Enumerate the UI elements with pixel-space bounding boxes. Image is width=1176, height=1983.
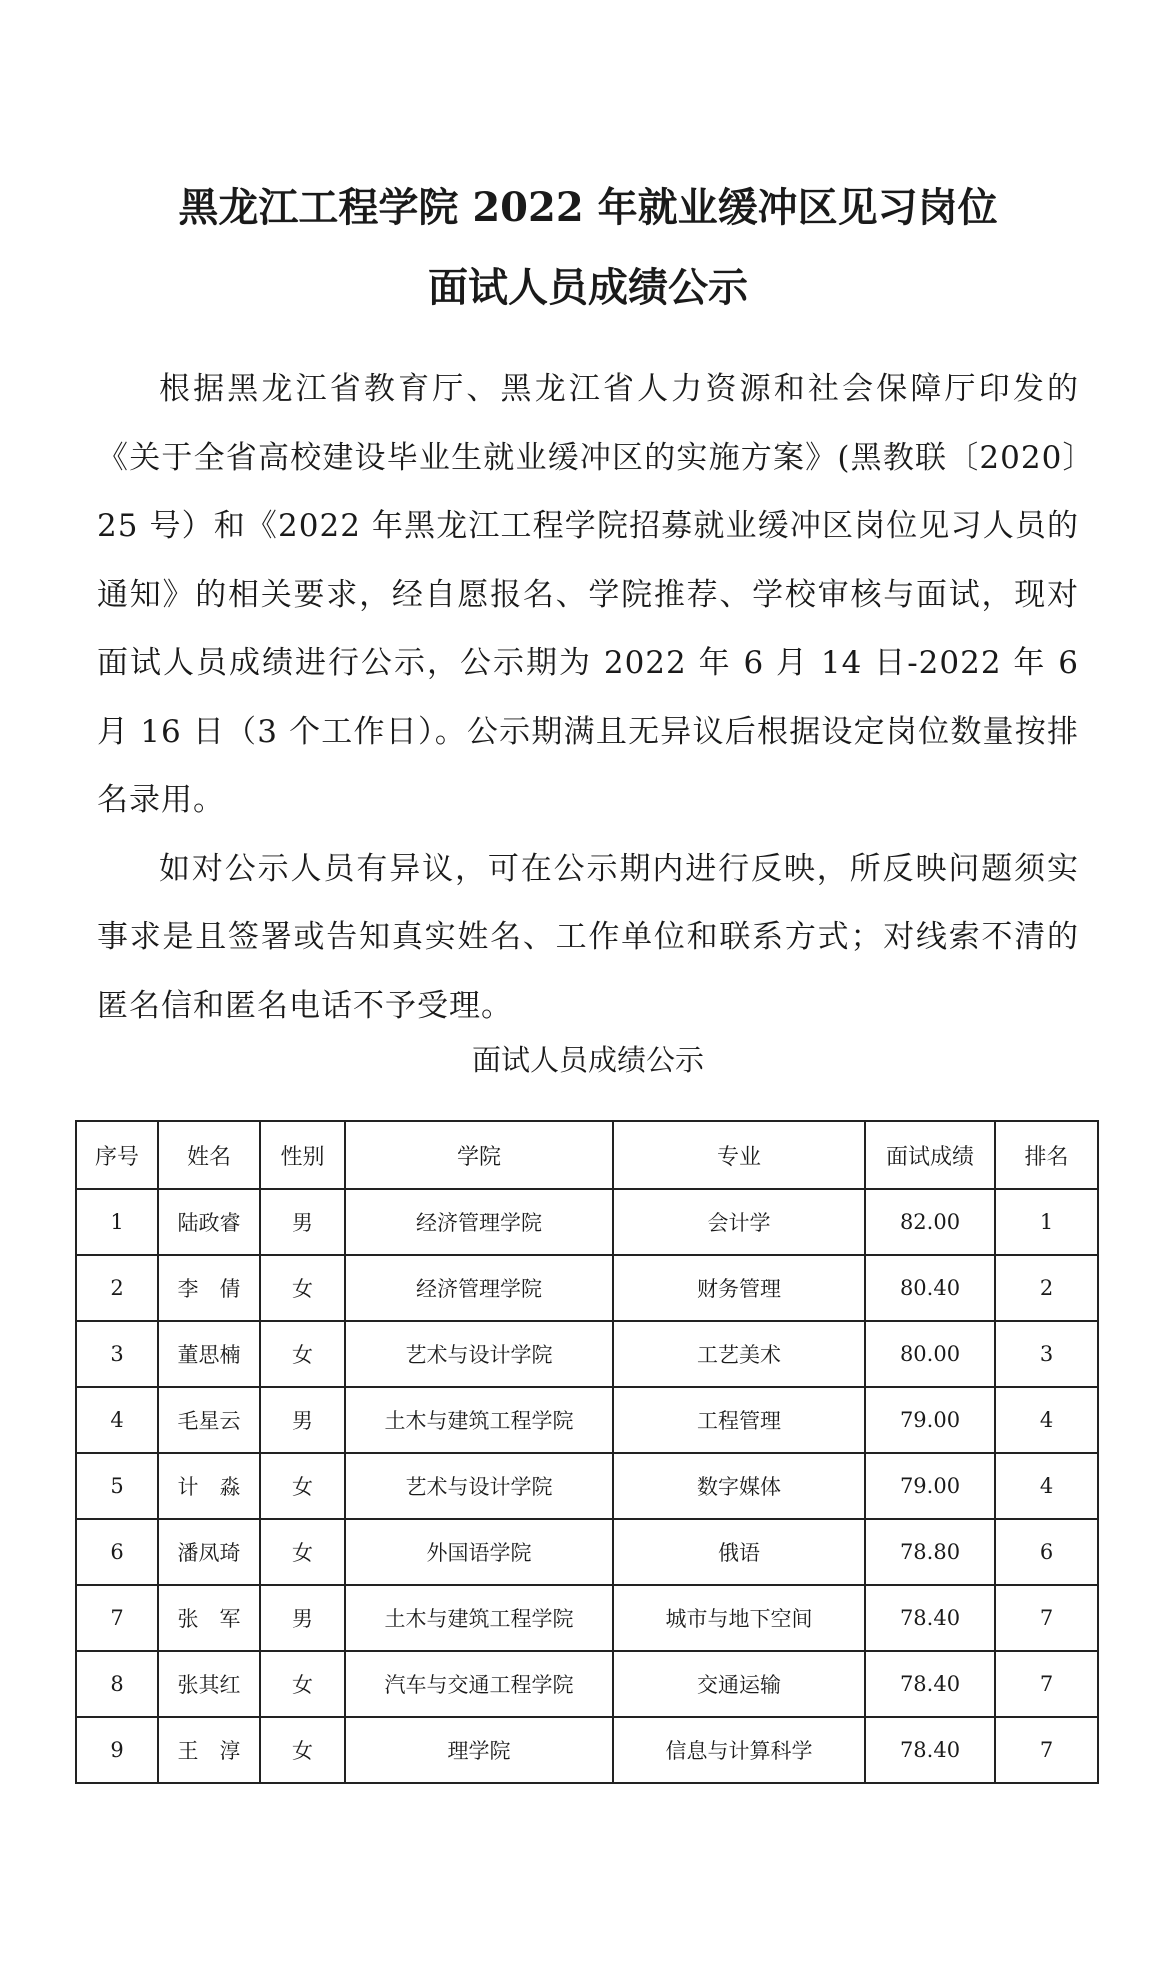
cell-score: 80.40 (865, 1255, 995, 1321)
cell-college: 艺术与设计学院 (345, 1453, 613, 1519)
cell-rank: 4 (995, 1453, 1098, 1519)
cell-name: 毛星云 (158, 1387, 260, 1453)
cell-major: 城市与地下空间 (613, 1585, 865, 1651)
cell-major: 信息与计算科学 (613, 1717, 865, 1783)
cell-name: 董思楠 (158, 1321, 260, 1387)
notice-paragraph-2: 如对公示人员有异议，可在公示期内进行反映，所反映问题须实事求是且签署或告知真实姓名、工作单位和联系方式；对线索不清的匿名信和匿名电话不予受理。 (97, 850, 1079, 1024)
cell-rank: 4 (995, 1387, 1098, 1453)
cell-gender: 男 (260, 1189, 345, 1255)
cell-name: 计 淼 (158, 1453, 260, 1519)
title-line-2: 面试人员成绩公示 (428, 264, 748, 311)
table-row (76, 1651, 1098, 1717)
cell-index: 2 (76, 1255, 158, 1321)
table-row (76, 1519, 1098, 1585)
table-row (76, 1717, 1098, 1783)
cell-index: 5 (76, 1453, 158, 1519)
cell-index: 4 (76, 1387, 158, 1453)
header-college: 学院 (345, 1121, 613, 1189)
cell-score: 82.00 (865, 1189, 995, 1255)
cell-name: 陆政睿 (158, 1189, 260, 1255)
cell-gender: 女 (260, 1255, 345, 1321)
cell-score: 80.00 (865, 1321, 995, 1387)
cell-gender: 女 (260, 1519, 345, 1585)
cell-gender: 女 (260, 1321, 345, 1387)
header-gender: 性别 (260, 1121, 345, 1189)
document-title (0, 176, 1176, 320)
scores-table (75, 1120, 1099, 1784)
cell-index: 9 (76, 1717, 158, 1783)
cell-name: 王 淳 (158, 1717, 260, 1783)
cell-name: 潘凤琦 (158, 1519, 260, 1585)
table-row (76, 1189, 1098, 1255)
cell-major: 数字媒体 (613, 1453, 865, 1519)
cell-index: 6 (76, 1519, 158, 1585)
cell-score: 79.00 (865, 1453, 995, 1519)
cell-score: 78.40 (865, 1585, 995, 1651)
cell-major: 工程管理 (613, 1387, 865, 1453)
header-score: 面试成绩 (865, 1121, 995, 1189)
cell-rank: 3 (995, 1321, 1098, 1387)
cell-score: 79.00 (865, 1387, 995, 1453)
cell-gender: 女 (260, 1651, 345, 1717)
cell-rank: 7 (995, 1585, 1098, 1651)
cell-name: 张 军 (158, 1585, 260, 1651)
cell-college: 外国语学院 (345, 1519, 613, 1585)
cell-rank: 2 (995, 1255, 1098, 1321)
header-name: 姓名 (158, 1121, 260, 1189)
cell-college: 经济管理学院 (345, 1189, 613, 1255)
cell-score: 78.40 (865, 1651, 995, 1717)
cell-rank: 7 (995, 1651, 1098, 1717)
cell-college: 经济管理学院 (345, 1255, 613, 1321)
table-row (76, 1585, 1098, 1651)
cell-major: 交通运输 (613, 1651, 865, 1717)
cell-index: 1 (76, 1189, 158, 1255)
notice-body (97, 355, 1079, 1040)
header-major: 专业 (613, 1121, 865, 1189)
cell-index: 3 (76, 1321, 158, 1387)
cell-rank: 1 (995, 1189, 1098, 1255)
cell-college: 土木与建筑工程学院 (345, 1387, 613, 1453)
cell-name: 张其红 (158, 1651, 260, 1717)
cell-index: 8 (76, 1651, 158, 1717)
cell-college: 土木与建筑工程学院 (345, 1585, 613, 1651)
table-row (76, 1321, 1098, 1387)
cell-college: 汽车与交通工程学院 (345, 1651, 613, 1717)
cell-score: 78.80 (865, 1519, 995, 1585)
title-line-1: 黑龙江工程学院 2022 年就业缓冲区见习岗位 (178, 184, 998, 231)
cell-major: 会计学 (613, 1189, 865, 1255)
cell-major: 财务管理 (613, 1255, 865, 1321)
cell-gender: 男 (260, 1585, 345, 1651)
notice-paragraph-1: 根据黑龙江省教育厅、黑龙江省人力资源和社会保障厅印发的《关于全省高校建设毕业生就业缓冲区的实施方案》(黑教联〔2020〕25 号）和《2022 年黑龙江工程学院招募就业缓冲区岗位见习人员的通知》的相关要求，经自愿报名、学院推荐、学校审核与面试，现对面试人员成绩进行公示，公示期为 2022 年 6 月 14 日-2022 年 6 月 16 日（3 个工作日）。公示期满且无异议后根据设定岗位数量按排名录用。 (97, 371, 1079, 818)
cell-rank: 6 (995, 1519, 1098, 1585)
cell-gender: 女 (260, 1717, 345, 1783)
table-header-row (76, 1121, 1098, 1189)
table-row (76, 1387, 1098, 1453)
table-row (76, 1255, 1098, 1321)
cell-index: 7 (76, 1585, 158, 1651)
cell-college: 艺术与设计学院 (345, 1321, 613, 1387)
cell-major: 工艺美术 (613, 1321, 865, 1387)
cell-major: 俄语 (613, 1519, 865, 1585)
cell-rank: 7 (995, 1717, 1098, 1783)
cell-gender: 女 (260, 1453, 345, 1519)
header-rank: 排名 (995, 1121, 1098, 1189)
table-title: 面试人员成绩公示 (471, 1043, 704, 1077)
header-index: 序号 (76, 1121, 158, 1189)
cell-college: 理学院 (345, 1717, 613, 1783)
cell-score: 78.40 (865, 1717, 995, 1783)
cell-name: 李 倩 (158, 1255, 260, 1321)
cell-gender: 男 (260, 1387, 345, 1453)
table-row (76, 1453, 1098, 1519)
